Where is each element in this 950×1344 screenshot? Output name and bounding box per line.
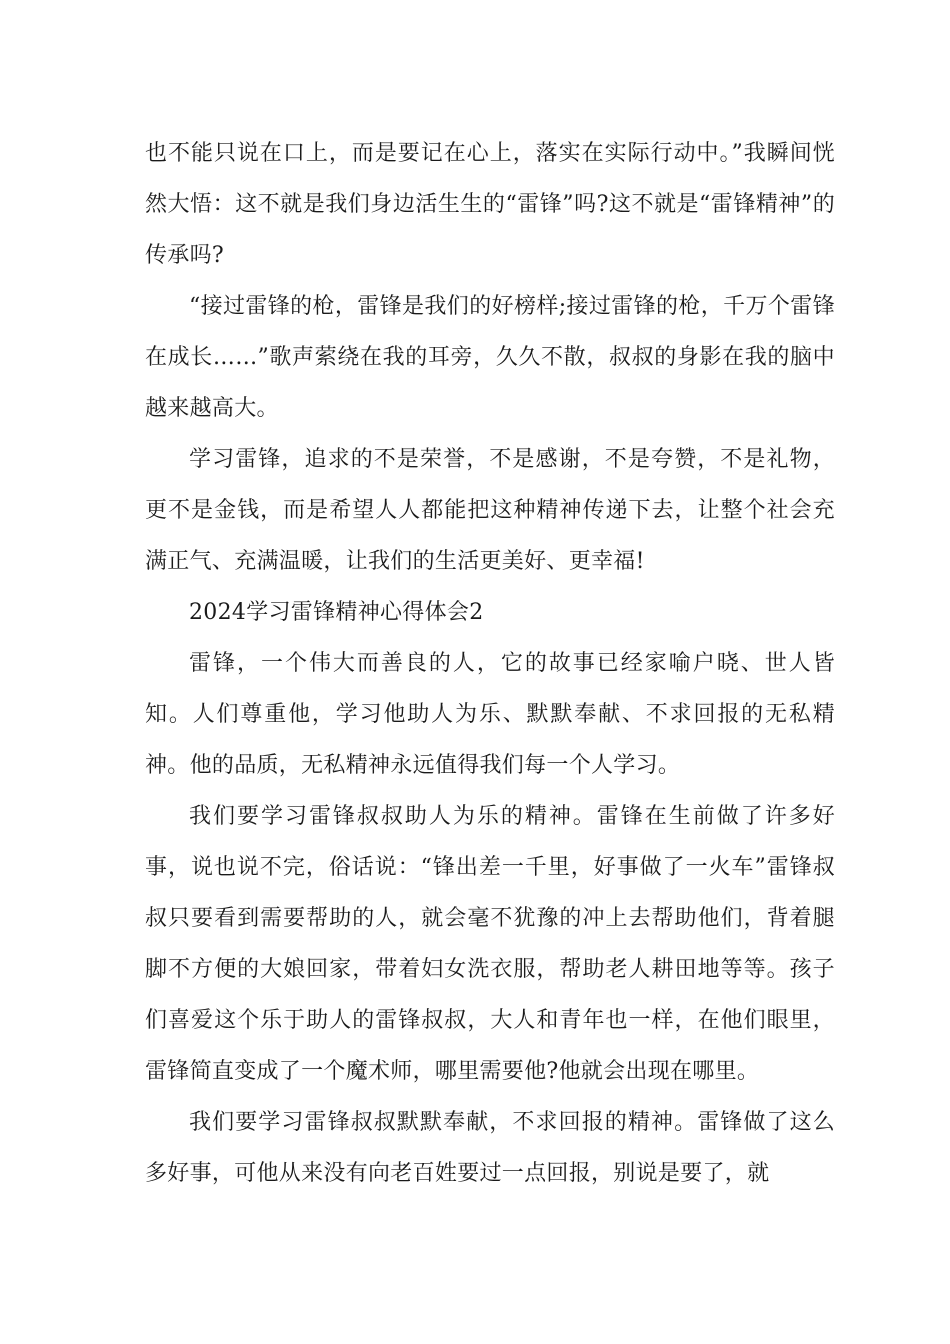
paragraph-1: 也不能只说在口上，而是要记在心上，落实在实际行动中。”我瞬间恍然大悟：这不就是我们身边活生生的“雷锋”吗?这不就是“雷锋精神”的传承吗?: [145, 141, 835, 268]
document-body: [145, 128, 835, 1199]
paragraph-6: 我们要学习雷锋叔叔默默奉献，不求回报的精神。雷锋做了这么多好事，可他从来没有向老百姓要过一点回报，别说是要了，就: [145, 1110, 835, 1186]
paragraph-2: “接过雷锋的枪，雷锋是我们的好榜样;接过雷锋的枪，千万个雷锋在成长……”歌声萦绕在我的耳旁，久久不散，叔叔的身影在我的脑中越来越高大。: [145, 294, 835, 421]
paragraph-5: 我们要学习雷锋叔叔助人为乐的精神。雷锋在生前做了许多好事，说也说不完，俗话说：“锋出差一千里，好事做了一火车”雷锋叔叔只要看到需要帮助的人，就会毫不犹豫的冲上去帮助他们，背着腿脚不方便的大娘回家，带着妇女洗衣服，帮助老人耕田地等等。孩子们喜爱这个乐于助人的雷锋叔叔，大人和青年也一样，在他们眼里，雷锋简直变成了一个魔术师，哪里需要他?他就会出现在哪里。: [145, 804, 835, 1084]
section-heading: 2024学习雷锋精神心得体会2: [189, 600, 484, 625]
paragraph-3: 学习雷锋，追求的不是荣誉，不是感谢，不是夸赞，不是礼物，更不是金钱，而是希望人人都能把这种精神传递下去，让整个社会充满正气、充满温暖，让我们的生活更美好、更幸福!: [145, 447, 835, 574]
paragraph-4: 雷锋，一个伟大而善良的人，它的故事已经家喻户晓、世人皆知。人们尊重他，学习他助人为乐、默默奉献、不求回报的无私精神。他的品质，无私精神永远值得我们每一个人学习。: [145, 651, 835, 778]
